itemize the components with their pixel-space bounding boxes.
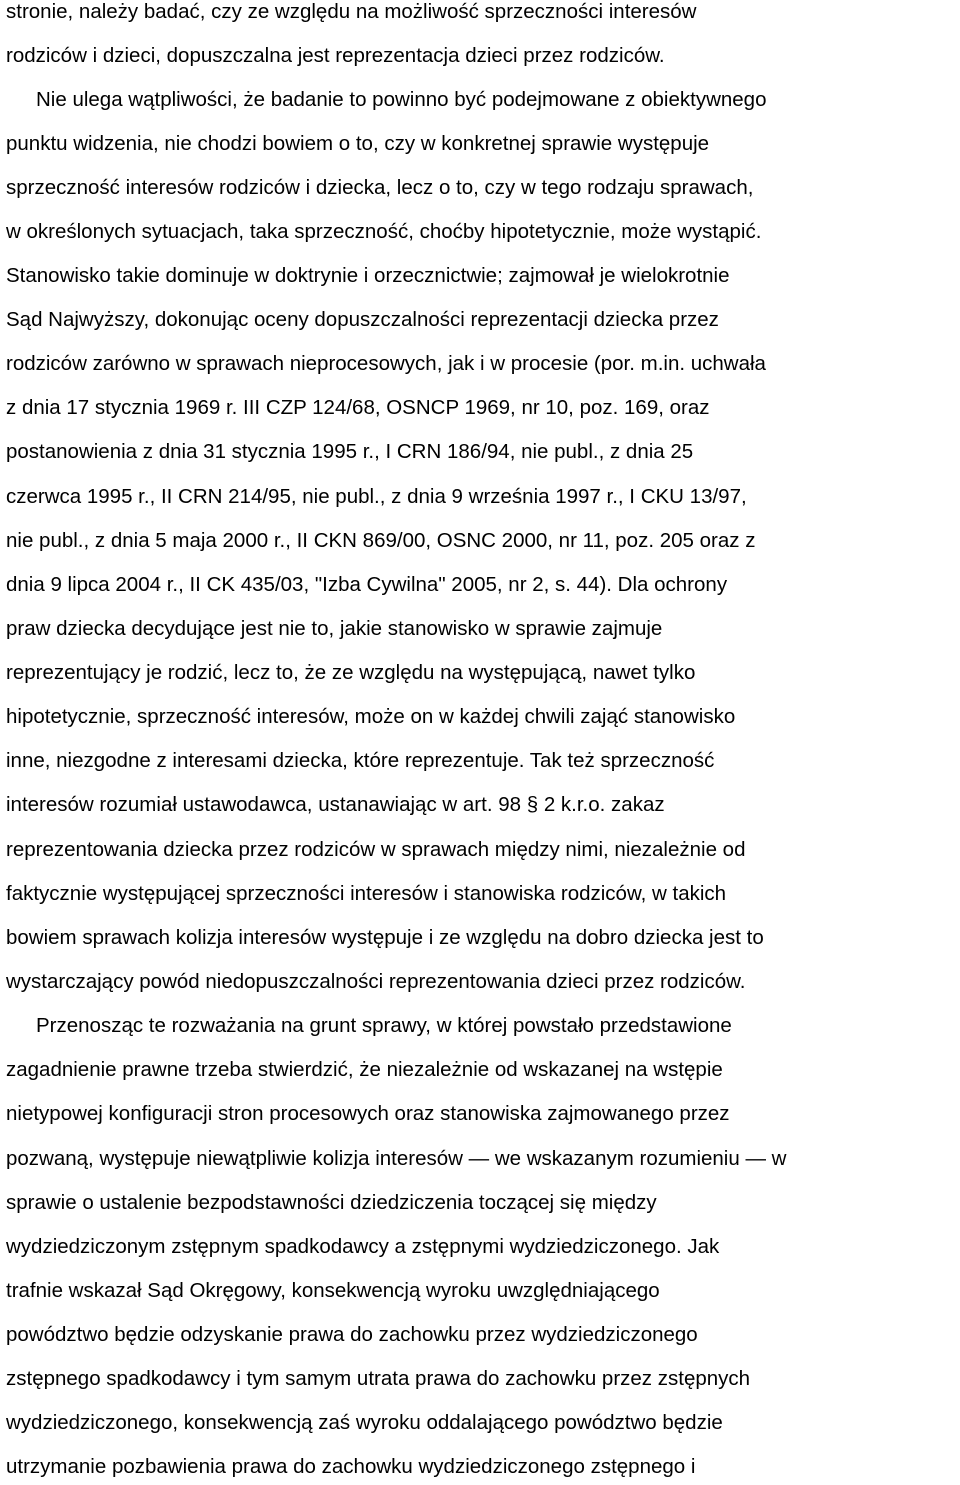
text-line: Stanowisko takie dominuje w doktrynie i orzecznictwie; zajmował je wielokrotnie (6, 264, 730, 287)
text-line: rodziców zarówno w sprawach nieprocesowych, jak i w procesie (por. m.in. uchwała (6, 352, 766, 375)
text-line: zagadnienie prawne trzeba stwierdzić, że niezależnie od wskazanej na wstępie (6, 1058, 723, 1081)
text-line: wydziedziczonego, konsekwencją zaś wyroku oddalającego powództwo będzie (6, 1411, 723, 1434)
text-line: czerwca 1995 r., II CRN 214/95, nie publ., z dnia 9 września 1997 r., I CKU 13/97, (6, 485, 747, 508)
text-line: hipotetycznie, sprzeczność interesów, może on w każdej chwili zająć stanowisko (6, 705, 736, 728)
text-line: w określonych sytuacjach, taka sprzeczność, choćby hipotetycznie, może wystąpić. (6, 220, 762, 243)
text-line: Sąd Najwyższy, dokonując oceny dopuszczalności reprezentacji dziecka przez (6, 308, 719, 331)
text-line: stronie, należy badać, czy ze względu na możliwość sprzeczności interesów (6, 0, 697, 23)
text-line: pozwaną, występuje niewątpliwie kolizja interesów — we wskazanym rozumieniu — w (6, 1147, 787, 1170)
text-line: faktycznie występującej sprzeczności interesów i stanowiska rodziców, w takich (6, 882, 727, 905)
text-line: reprezentujący je rodzić, lecz to, że ze względu na występującą, nawet tylko (6, 661, 696, 684)
text-line: postanowienia z dnia 31 stycznia 1995 r., I CRN 186/94, nie publ., z dnia 25 (6, 440, 694, 463)
text-line: powództwo będzie odzyskanie prawa do zachowku przez wydziedziczonego (6, 1323, 698, 1346)
text-line: wystarczający powód niedopuszczalności reprezentowania dzieci przez rodziców. (6, 970, 746, 993)
text-line: praw dziecka decydujące jest nie to, jakie stanowisko w sprawie zajmuje (6, 617, 663, 640)
text-line: sprawie o ustalenie bezpodstawności dziedziczenia toczącej się między (6, 1191, 657, 1214)
text-line: sprzeczność interesów rodziców i dziecka, lecz o to, czy w tego rodzaju sprawach, (6, 176, 754, 199)
text-line: wydziedziczonym zstępnym spadkodawcy a zstępnymi wydziedziczonego. Jak (6, 1235, 720, 1258)
text-line: trafnie wskazał Sąd Okręgowy, konsekwencją wyroku uwzględniającego (6, 1279, 660, 1302)
text-line: punktu widzenia, nie chodzi bowiem o to, czy w konkretnej sprawie występuje (6, 132, 710, 155)
text-line: z dnia 17 stycznia 1969 r. III CZP 124/68, OSNCP 1969, nr 10, poz. 169, oraz (6, 396, 710, 419)
text-line: Nie ulega wątpliwości, że badanie to powinno być podejmowane z obiektywnego (36, 88, 767, 111)
text-line: rodziców i dzieci, dopuszczalna jest reprezentacja dzieci przez rodziców. (6, 44, 665, 67)
text-line: nie publ., z dnia 5 maja 2000 r., II CKN 869/00, OSNC 2000, nr 11, poz. 205 oraz z (6, 529, 756, 552)
text-line: reprezentowania dziecka przez rodziców w sprawach między nimi, niezależnie od (6, 838, 746, 861)
text-line: utrzymanie pozbawienia prawa do zachowku wydziedziczonego zstępnego i (6, 1455, 696, 1478)
text-line: dnia 9 lipca 2004 r., II CK 435/03, "Izba Cywilna" 2005, nr 2, s. 44). Dla ochrony (6, 573, 728, 596)
text-line: bowiem sprawach kolizja interesów występuje i ze względu na dobro dziecka jest to (6, 926, 764, 949)
text-line: Przenosząc te rozważania na grunt sprawy, w której powstało przedstawione (36, 1014, 732, 1037)
text-line: nietypowej konfiguracji stron procesowych oraz stanowiska zajmowanego przez (6, 1102, 730, 1125)
text-line: inne, niezgodne z interesami dziecka, które reprezentuje. Tak też sprzeczność (6, 749, 715, 772)
text-line: interesów rozumiał ustawodawca, ustanawiając w art. 98 § 2 k.r.o. zakaz (6, 793, 665, 816)
text-line: zstępnego spadkodawcy i tym samym utrata prawa do zachowku przez zstępnych (6, 1367, 751, 1390)
